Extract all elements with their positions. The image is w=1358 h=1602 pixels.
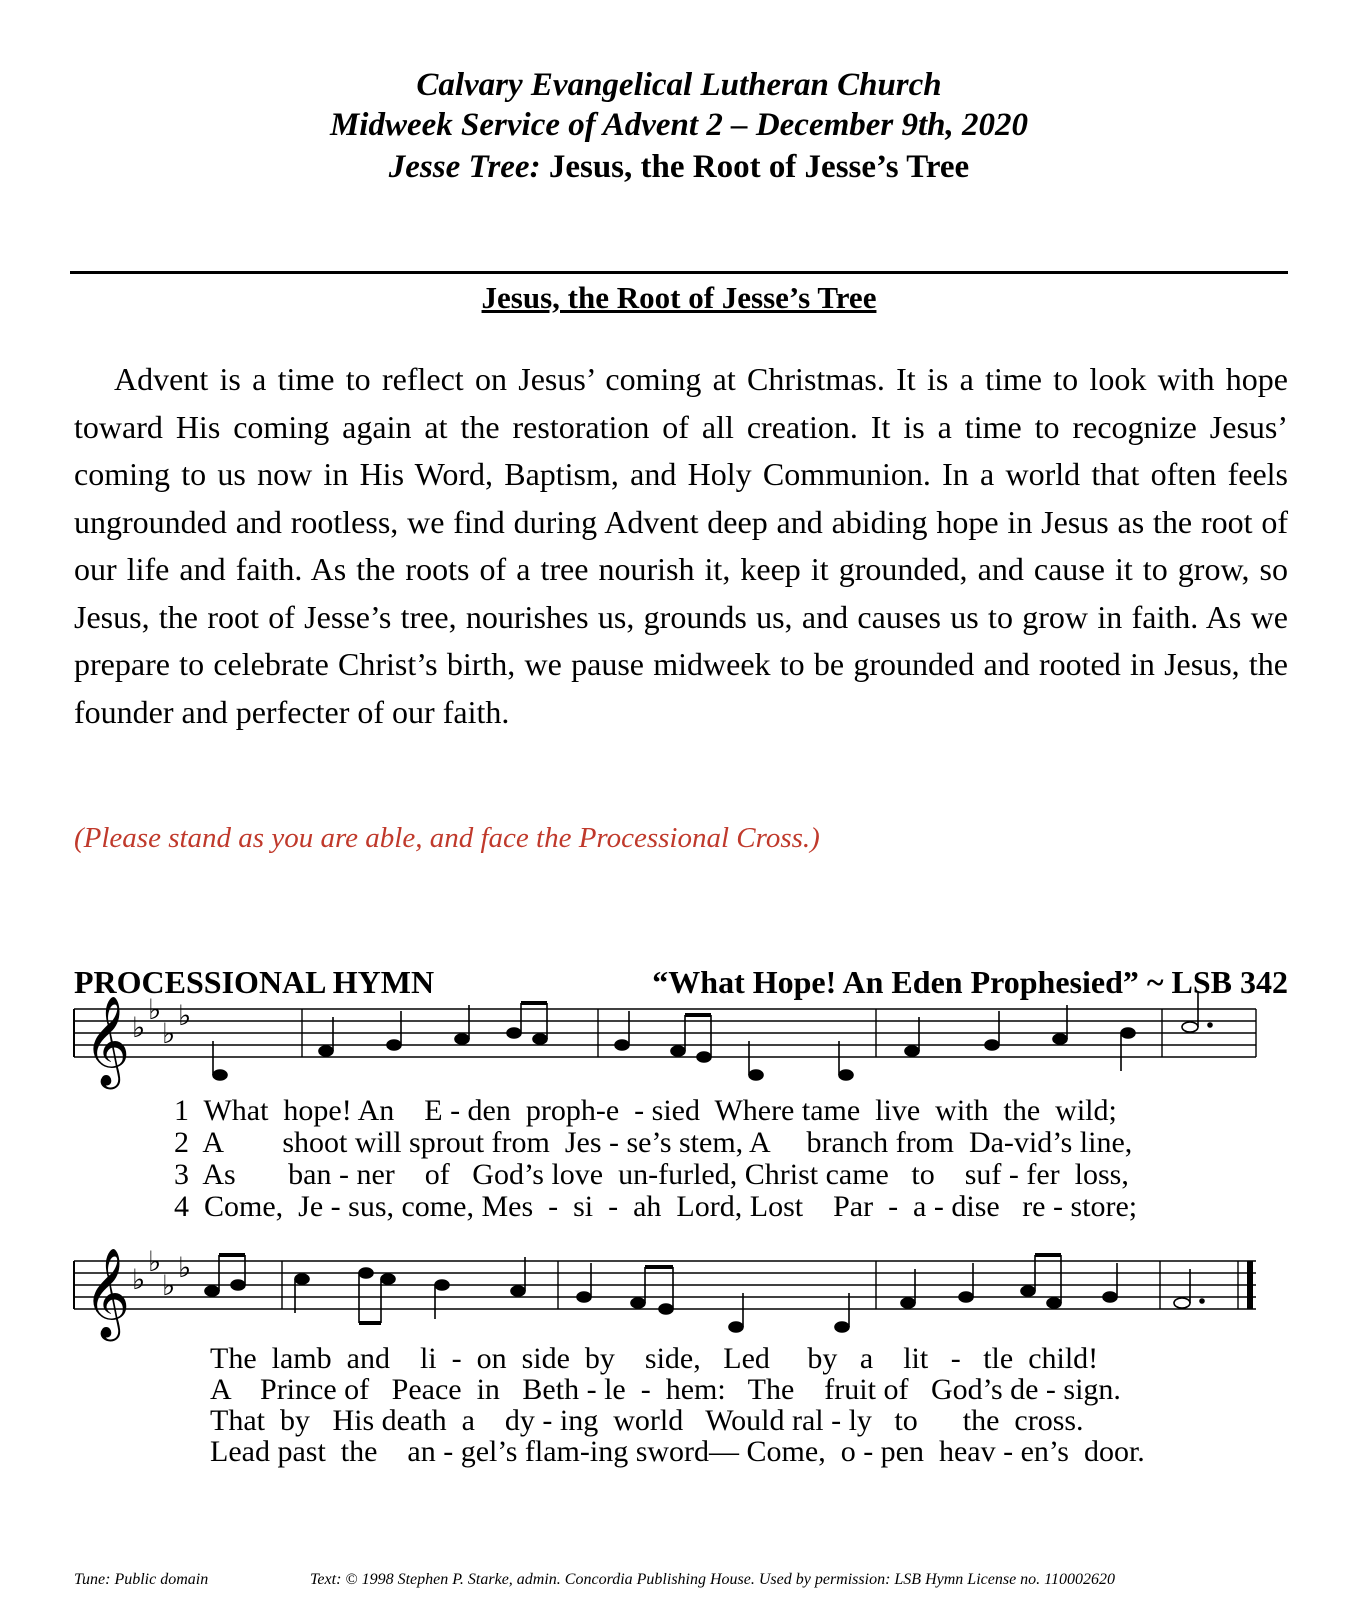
theme-label: Jesse Tree: xyxy=(388,149,541,185)
hymn-title: “What Hope! An Eden Prophesied” ~ LSB 342 xyxy=(652,964,1288,1000)
lyrics-line-1-3: 3 As ban - ner of God’s love un-furled, Christ came to suf - fer loss, xyxy=(174,1158,1129,1191)
svg-text:♭: ♭ xyxy=(178,1251,192,1284)
svg-text:♭: ♭ xyxy=(132,1011,146,1044)
svg-text:♭: ♭ xyxy=(178,999,192,1032)
flat-key-signature-icon xyxy=(132,1245,191,1302)
service-title: Midweek Service of Advent 2 – December 9th, 2020 xyxy=(329,107,1029,143)
notes-group-1 xyxy=(213,993,1212,1080)
lyrics-line-2-1: The lamb and li - on side by side, Led by a lit - tle child! xyxy=(210,1342,1099,1375)
music-staff-1 xyxy=(70,985,1290,1100)
treble-clef-icon: 𝄞 xyxy=(84,996,131,1086)
svg-text:♭: ♭ xyxy=(148,993,162,1026)
theme-name: Jesus, the Root of Jesse’s Tree xyxy=(540,149,970,185)
tune-credit: Tune: Public domain xyxy=(74,1571,209,1588)
svg-text:♭: ♭ xyxy=(132,1263,146,1296)
church-name: Calvary Evangelical Lutheran Church xyxy=(416,67,942,103)
svg-text:♭: ♭ xyxy=(162,1017,176,1050)
theme-title xyxy=(0,146,1358,188)
section-divider xyxy=(70,271,1288,274)
lyrics-line-2-4: Lead past the an - gel’s flam-ing sword— Come, o - pen heav - en’s door. xyxy=(210,1435,1145,1468)
text-copyright: Text: © 1998 Stephen P. Starke, admin. Concordia Publishing House. Used by permission: LSB Hymn License no. 110002620 xyxy=(310,1571,1115,1588)
lyrics-line-1-4: 4 Come, Je - sus, come, Mes - si - ah Lord, Lost Par - a - dise re - store; xyxy=(174,1190,1138,1223)
lyrics-line-2-3: That by His death a dy - ing world Would ral - ly to the cross. xyxy=(210,1404,1084,1437)
lyrics-line-1-2: 2 A shoot will sprout from Jes - se’s stem, A branch from Da-vid’s line, xyxy=(174,1126,1133,1159)
notes-group-2 xyxy=(205,1255,1204,1332)
svg-text:♭: ♭ xyxy=(148,1245,162,1278)
section-title: Jesus, the Root of Jesse’s Tree xyxy=(481,280,877,315)
treble-clef-icon: 𝄞 xyxy=(84,1248,131,1338)
hymn-label: PROCESSIONAL HYMN xyxy=(74,964,435,1000)
flat-key-signature-icon xyxy=(132,993,191,1050)
svg-text:♭: ♭ xyxy=(162,1269,176,1302)
music-staff-2 xyxy=(70,1237,1290,1347)
lyrics-line-2-2: A Prince of Peace in Beth - le - hem: The fruit of God’s de - sign. xyxy=(210,1373,1121,1406)
lyrics-line-1-1: 1 What hope! An E - den proph-e - sied Where tame live with the wild; xyxy=(174,1094,1117,1127)
rubric-instruction: (Please stand as you are able, and face the Processional Cross.) xyxy=(74,822,820,854)
section-body: Advent is a time to reflect on Jesus’ coming at Christmas. It is a time to look with hope toward His coming again at the restoration of all creation. It is a time to recognize Jesus’ coming to us now in His Word, Baptism, and Holy Communion. In a world that often feels ungrounded and rootless, we find during Advent deep and abiding hope in Jesus as the root of our life and faith. As the roots of a tree nourish it, keep it grounded, and cause it to grow, so Jesus, the root of Jesse’s tree, nourishes us, grounds us, and causes us to grow in faith. As we prepare to celebrate Christ’s birth, we pause midweek to be grounded and rooted in Jesus, the founder and perfecter of our faith. xyxy=(74,361,1288,730)
